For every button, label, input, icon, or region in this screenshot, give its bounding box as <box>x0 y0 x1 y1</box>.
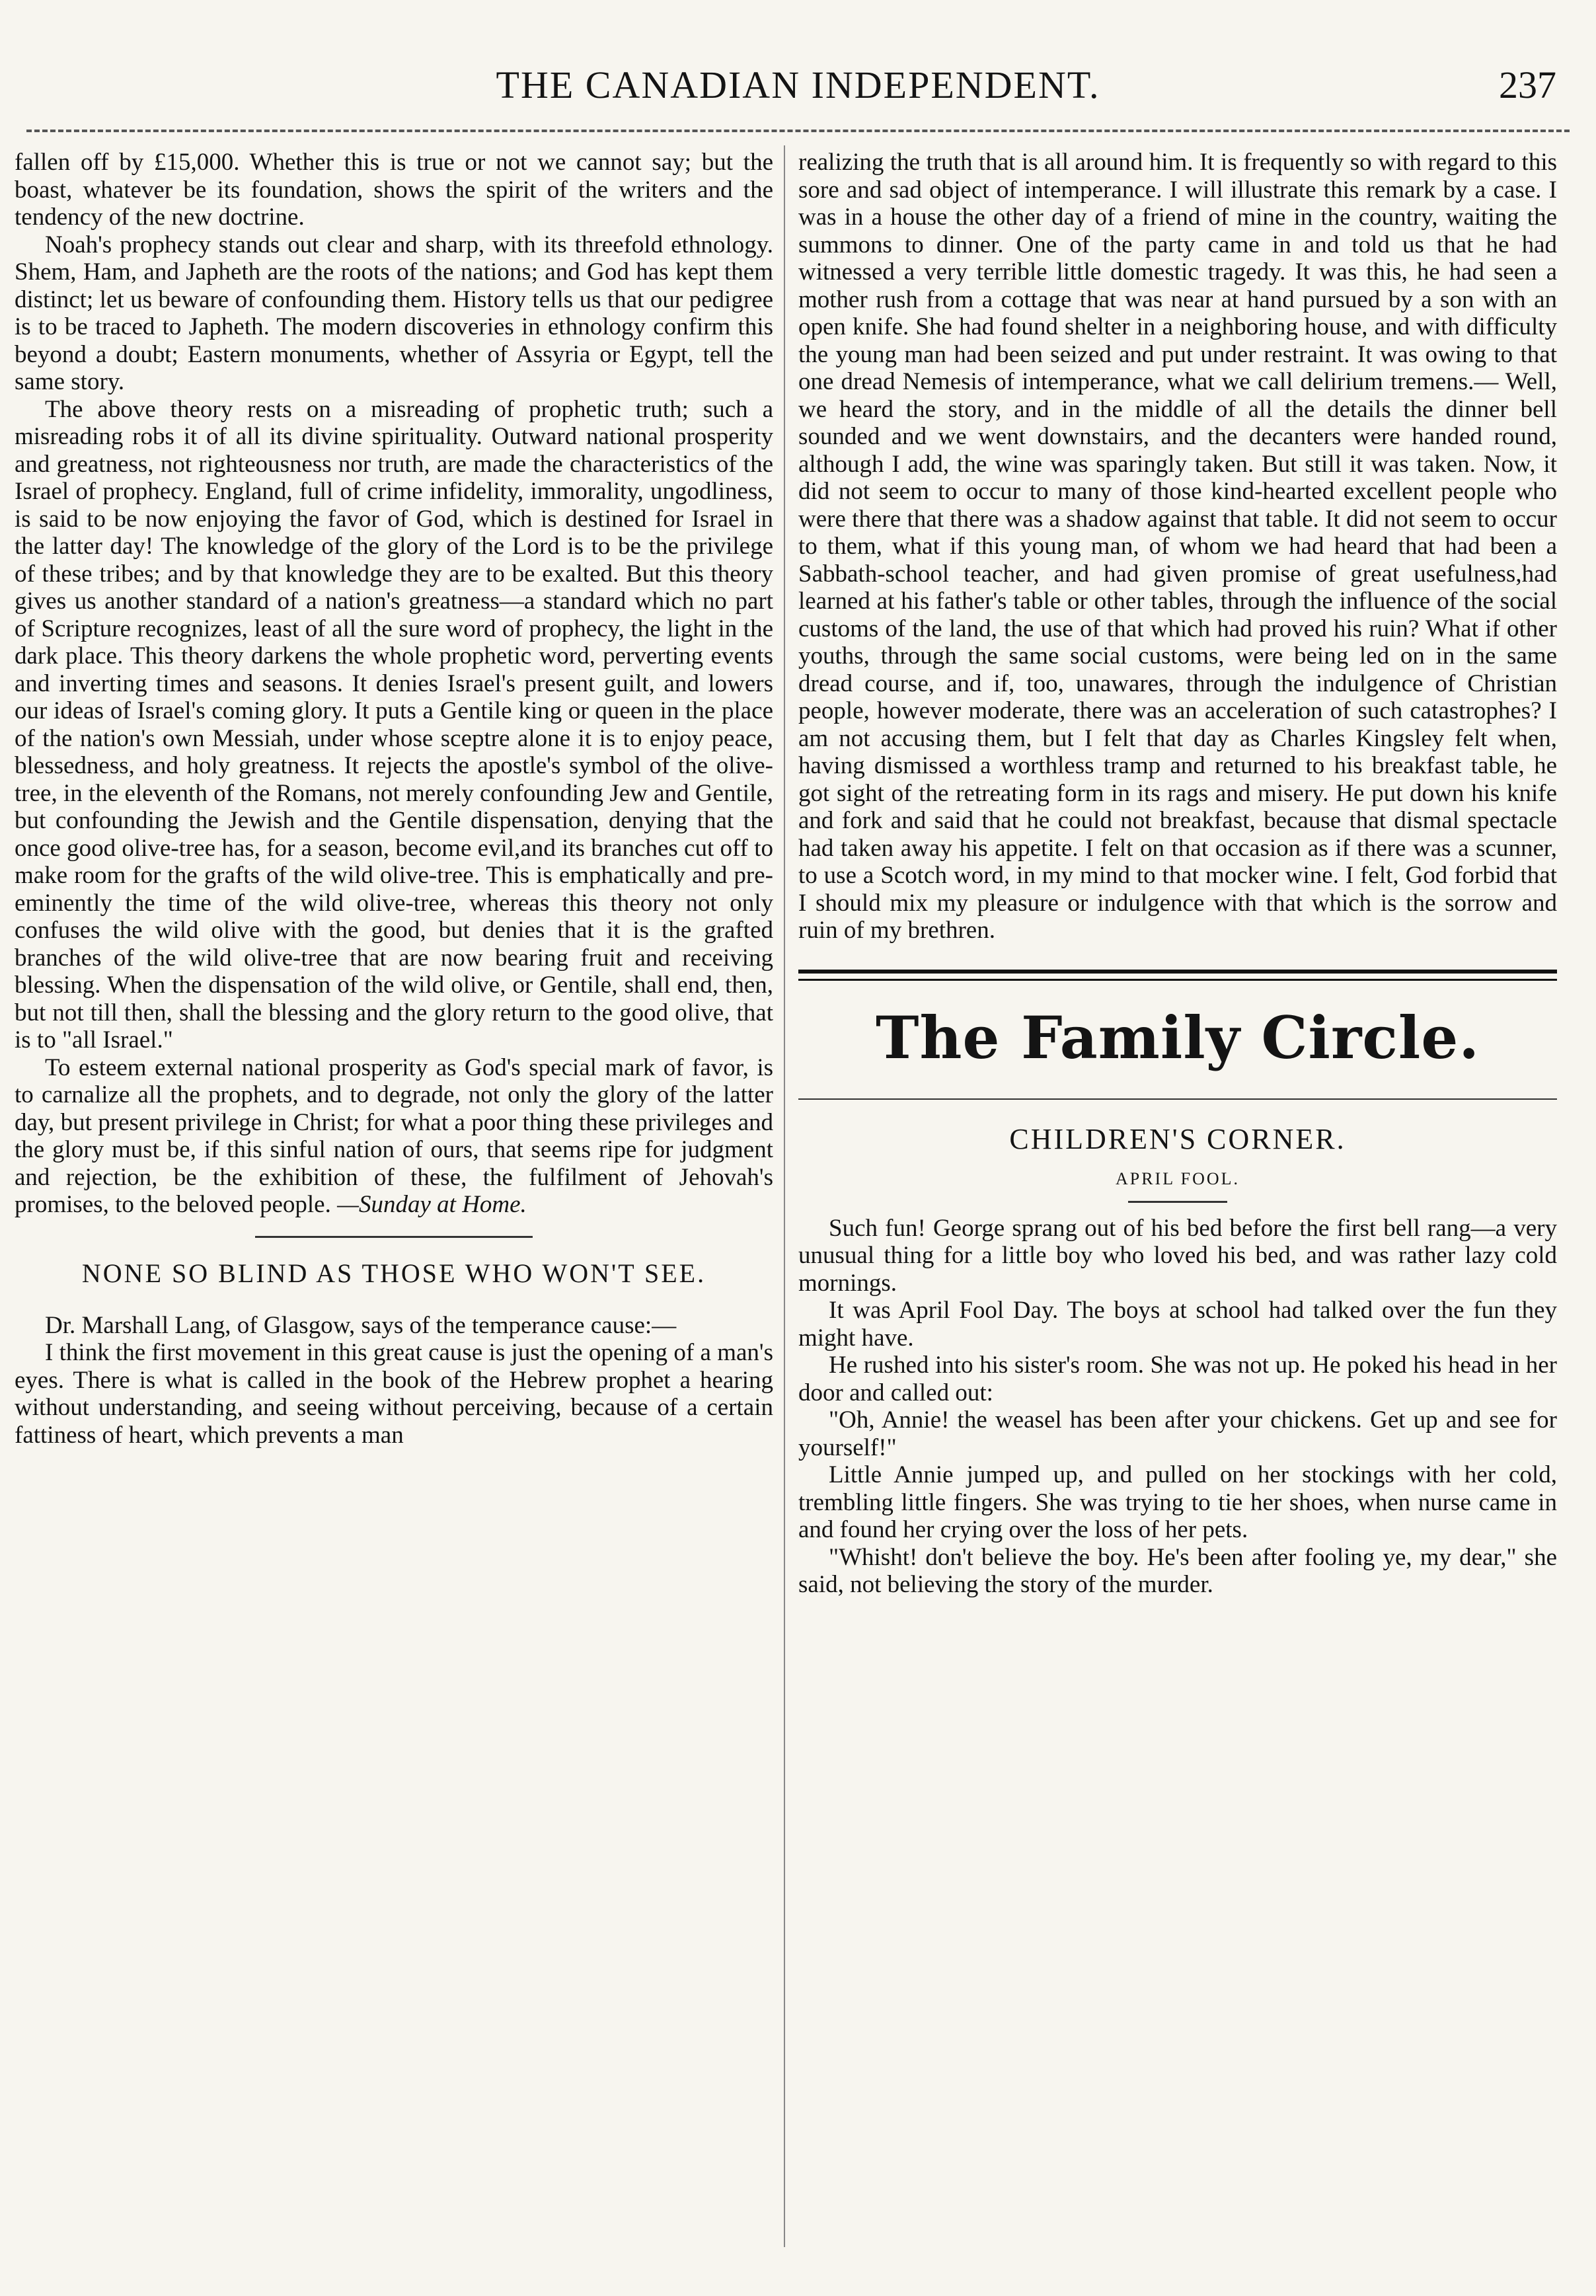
section-divider <box>255 1236 533 1238</box>
paragraph: It was April Fool Day. The boys at school had talked over the fun they might have. <box>798 1297 1557 1352</box>
paragraph: "Whisht! don't believe the boy. He's been after fooling ye, my dear," she said, not believing the story of the murder. <box>798 1543 1557 1598</box>
paragraph: The above theory rests on a misreading of prophetic truth; such a misreading robs it of all its divine spirituality. Outward national prosperity and greatness, not righteousness nor truth, are made the characteristics of the Israel of prophecy. England, full of crime infidelity, immorality, ungodliness, is said to be now enjoying the favor of God, which is destined for Israel in the latter day! The knowledge of the glory of the Lord is to be the privilege of these tribes; and by that knowledge they are to be exalted. But this theory gives us another standard of a nation's greatness—a standard which no part of Scripture recognizes, least of all the sure word of prophecy, the light in the dark place. This theory darkens the whole prophetic word, perverting events and inverting times and seasons. It denies Israel's present guilt, and lowers our ideas of Israel's coming glory. It puts a Gentile king or queen in the place of the nation's own Messiah, under whose sceptre alone it is to enjoy peace, blessedness, and holy greatness. It rejects the apostle's symbol of the olive-tree, in the eleventh of the Romans, not merely confounding Jew and Gentile, but confounding the Jewish and the Gentile dispensation, denying that the once good olive-tree has, for a season, become evil,and its branches cut off to make room for the grafts of the wild olive-tree. This is emphatically and pre-eminently the time of the wild olive-tree, whereas this theory not only confuses the wild olive with the good, but denies that it is the grafted branches of the wild olive-tree that are now bearing fruit and receiving blessing. When the dispensation of the wild olive, or Gentile, shall end, then, but not till then, shall the blessing and the glory return to the good olive, that is to "all Israel." <box>15 395 773 1053</box>
paragraph: Noah's prophecy stands out clear and sharp, with its threefold ethnology. Shem, Ham, and Japheth are the roots of the nations; and God has kept them distinct; let us beware of confounding them. History tells us that our pedigree is to be traced to Japheth. The modern discoveries in ethnology confirm this beyond a doubt; Eastern monuments, whether of Assyria or Egypt, tell the same story. <box>15 231 773 395</box>
page-header <box>0 63 1596 116</box>
paragraph: I think the first movement in this great cause is just the opening of a man's eyes. There is what is called in the book of the Hebrew prophet a hearing without understanding, and seeing without perceiving, because of a certain fattiness of heart, which prevents a man <box>15 1339 773 1449</box>
story-divider <box>1128 1201 1227 1203</box>
paragraph: Dr. Marshall Lang, of Glasgow, says of the temperance cause:— <box>45 1311 677 1339</box>
family-circle-heading: The Family Circle. <box>876 1003 1480 1072</box>
paragraph <box>15 1054 773 1219</box>
section-divider <box>798 970 1557 981</box>
paragraph: "Oh, Annie! the weasel has been after your chickens. Get up and see for yourself!" <box>798 1406 1557 1461</box>
paragraph: realizing the truth that is all around him. It is frequently so with regard to this sore and sad object of intemperance. I will illustrate this remark by a case. I was in a house the other day of a friend of mine in the country, waiting the summons to dinner. One of the party came in and told us that he had witnessed a very terrible little domestic tragedy. It was this, he had seen a mother rush from a cottage that was near at hand pursued by a son with an open knife. She had found shelter in a neighboring house, and with difficulty the young man had been seized and put under restraint. It was owing to that one dread Nemesis of intemperance, what we call delirium tremens.— Well, we heard the story, and in the middle of all the details the dinner bell sounded and we went downstairs, and the decanters were handed round, although I add, the wine was sparingly taken. But still it was taken. Now, it did not seem to occur to many of those kind-hearted excellent people who were there that there was a shadow against that table. It did not seem to occur to them, what if this young man, of whom we had heard that had been a Sabbath-school teacher, and had given promise of great usefulness,had learned at his father's table or other tables, through the influence of the social customs of the land, the use of that which had proved his ruin? What if other youths, through the same social customs, were being led on in the same dread course, and if, too, unawares, through the indulgence of Christian people, however moderate, there was an acceleration of such catastrophes? I am not accusing them, but I felt that day as Charles Kingsley felt when, having dismissed a worthless tramp and returned to his breakfast table, he got sight of the retreating form in its rags and misery. He put down his knife and fork and said that he could not breakfast, because that dismal spectacle had taken away his appetite. I felt on that occasion as if there was a scunner, to use a Scotch word, in my mind to that mocker wine. I felt, God forbid that I should mix my pleasure or indulgence with that which is the sorrow and ruin of my brethren. <box>798 149 1557 944</box>
childrens-corner-title: CHILDREN'S CORNER. <box>1009 1122 1346 1155</box>
article-title: NONE SO BLIND AS THOSE WHO WON'T SEE. <box>81 1258 706 1288</box>
story-title: APRIL FOOL. <box>1115 1168 1240 1188</box>
paragraph-text: To esteem external national prosperity as God's special mark of favor, is to carnalize all the prophets, and to degrade, not only the glory of the latter day, but present privilege in Christ; for what a poor thing these privileges and the glory must be, if this sinful nation of ours, that seems ripe for judgment and rejection, be the exhibition of these, the fulfilment of Jehovah's promises, to the beloved people. <box>15 1053 773 1218</box>
column-divider <box>784 145 785 2247</box>
page-number: 237 <box>1499 63 1556 106</box>
paragraph: Little Annie jumped up, and pulled on her stockings with her cold, trembling little fingers. She was trying to tie her shoes, when nurse came in and found her crying over the loss of her pets. <box>798 1461 1557 1543</box>
header-rule <box>26 130 1570 132</box>
left-column <box>15 149 773 1449</box>
paragraph: He rushed into his sister's room. She was not up. He poked his head in her door and called out: <box>798 1352 1557 1406</box>
heading-rule <box>798 1098 1557 1100</box>
running-title: THE CANADIAN INDEPENDENT. <box>496 63 1100 106</box>
paragraph: Such fun! George sprang out of his bed before the first bell rang—a very unusual thing for a little boy who loved his bed, and was rather lazy cold mornings. <box>798 1214 1557 1297</box>
paragraph: fallen off by £15,000. Whether this is true or not we cannot say; but the boast, whatever be its foundation, shows the spirit of the writers and the tendency of the new doctrine. <box>15 149 773 231</box>
right-column <box>798 149 1557 1599</box>
source-credit: —Sunday at Home. <box>337 1191 527 1218</box>
